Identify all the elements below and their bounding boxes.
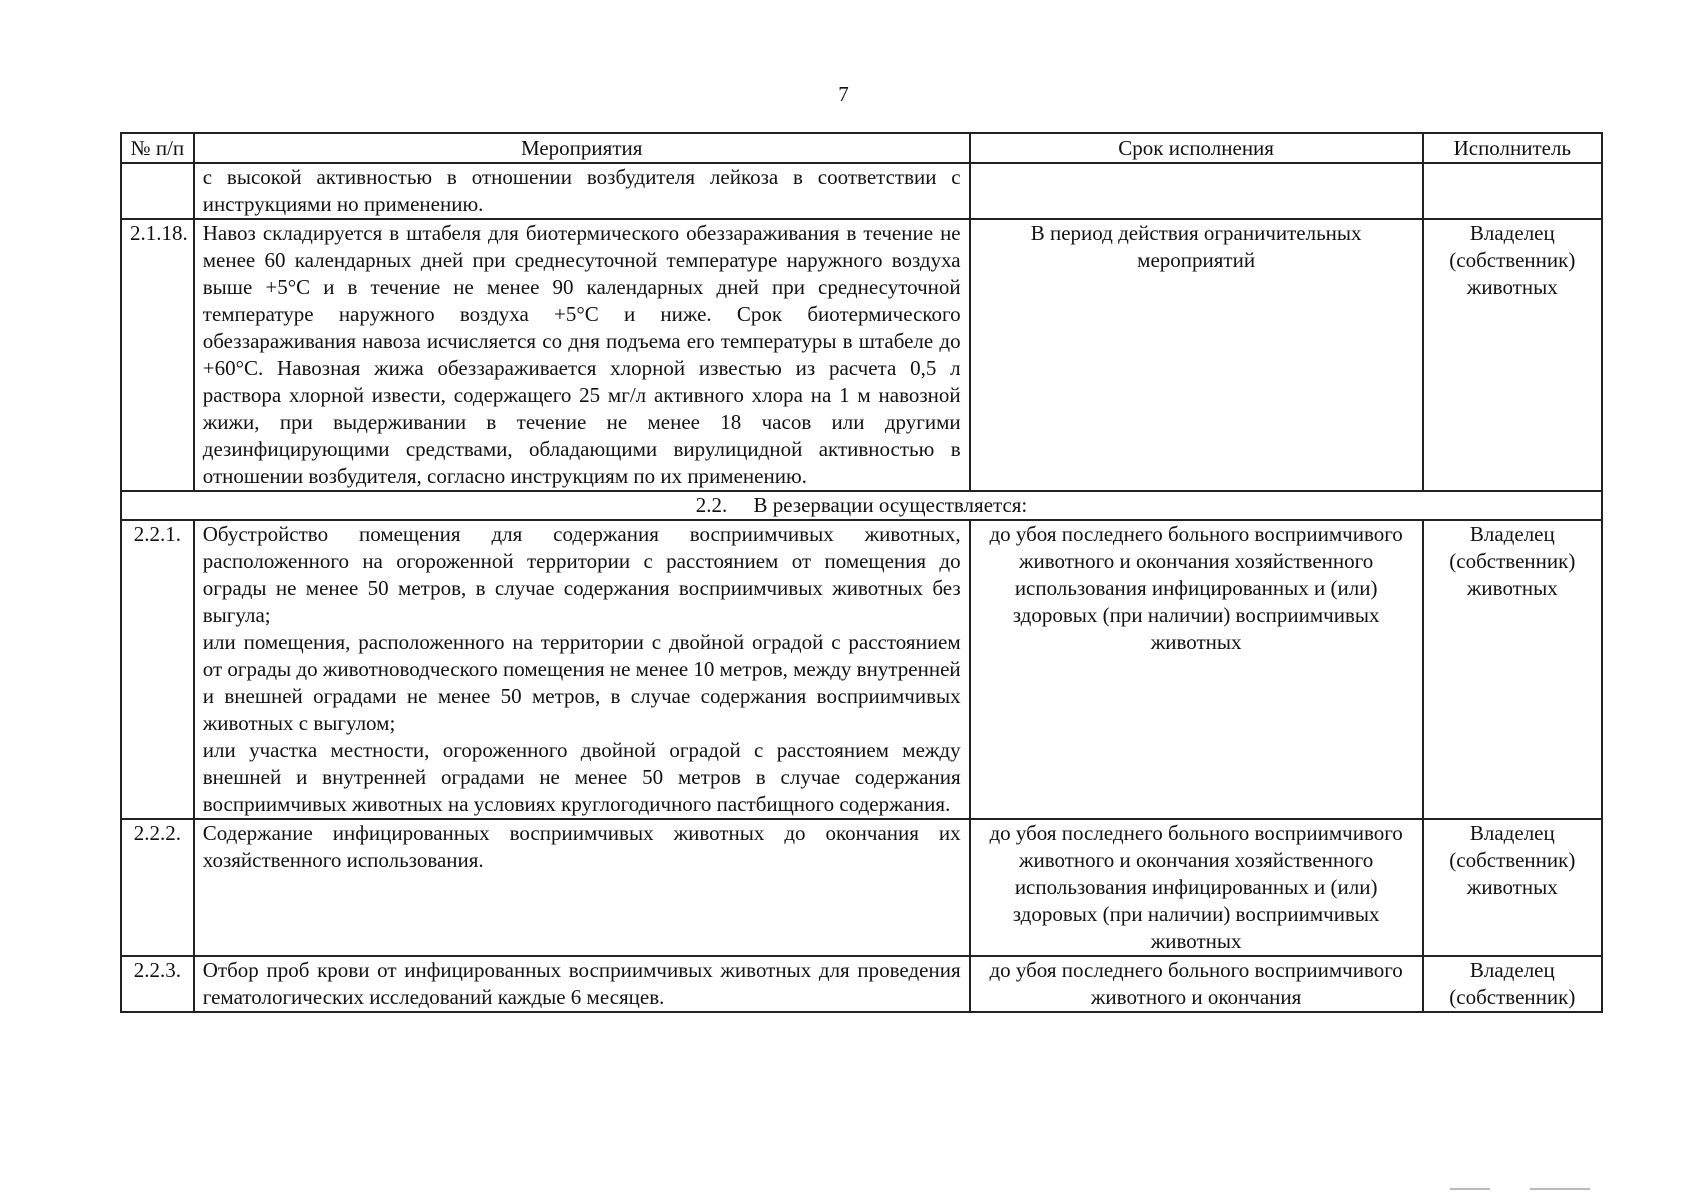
row-action: с высокой активностью в отношении возбудителя лейкоза в соответствии с инструкциями но применению. bbox=[194, 163, 970, 219]
row-action: Содержание инфицированных восприимчивых животных до окончания их хозяйственного использования. bbox=[194, 819, 970, 956]
action-paragraph: или участка местности, огороженного двойной оградой с расстоянием между внешней и внутренней оградами не менее 50 метров в случае содержания восприимчивых животных на условиях круглогодичного пастбищного содержания. bbox=[202, 738, 961, 816]
table-header-row bbox=[121, 133, 1602, 163]
row-action: Навоз складируется в штабеля для биотермического обеззараживания в течение не менее 60 календарных дней при среднесуточной температуре наружного воздуха выше +5°С и в течение не менее 90 календарных дней при среднесуточной температуре наружного воздуха +5°С и ниже. Срок биотермического обеззараживания навоза исчисляется со дня подъема его температуры в штабеле до +60°С. Навозная жижа обеззараживается хлорной известью из расчета 0,5 л раствора хлорной извести, содержащего 25 мг/л активного хлора на 1 м навозной жижи, при выдерживании в течение не менее 18 часов или другими дезинфицирующими средствами, обладающими вирулицидной активностью в отношении возбудителя, согласно инструкциям по их применению. bbox=[194, 219, 970, 491]
row-number: 2.2.1. bbox=[121, 520, 194, 819]
header-number: № п/п bbox=[121, 133, 194, 163]
row-number bbox=[121, 163, 194, 219]
section-row-2-2 bbox=[121, 491, 1602, 520]
page-number: 7 bbox=[838, 82, 849, 106]
action-paragraph: Обустройство помещения для содержания восприимчивых животных, расположенного на огороженной территории с расстоянием от помещения до ограды не менее 50 метров, в случае содержания восприимчивых животных без выгула; bbox=[202, 522, 961, 627]
row-executor bbox=[1423, 163, 1602, 219]
scan-artifact bbox=[1530, 1188, 1590, 1190]
header-term: Срок исполнения bbox=[970, 133, 1423, 163]
table-row-2-1-18 bbox=[121, 219, 1602, 491]
header-action: Мероприятия bbox=[194, 133, 970, 163]
row-action bbox=[194, 520, 970, 819]
row-number: 2.1.18. bbox=[121, 219, 194, 491]
table-row-2-2-1 bbox=[121, 520, 1602, 819]
action-paragraph: или помещения, расположенного на территории с двойной оградой с расстоянием от ограды до животноводческого помещения не менее 10 метров, между внутренней и внешней оградами не менее 50 метров, в случае содержания восприимчивых животных с выгулом; bbox=[202, 630, 961, 735]
row-number: 2.2.2. bbox=[121, 819, 194, 956]
measures-table bbox=[120, 132, 1603, 1013]
scan-artifact bbox=[1450, 1188, 1490, 1190]
row-term: до убоя последнего больного восприимчивого животного и окончания bbox=[970, 956, 1423, 1012]
row-term bbox=[970, 163, 1423, 219]
row-term: до убоя последнего больного восприимчивого животного и окончания хозяйственного использования инфицированных и (или) здоровых (при наличии) восприимчивых животных bbox=[970, 819, 1423, 956]
section-heading: 2.2. В резервации осуществляется: bbox=[121, 491, 1602, 520]
row-action: Отбор проб крови от инфицированных восприимчивых животных для проведения гематологических исследований каждые 6 месяцев. bbox=[194, 956, 970, 1012]
row-executor: Владелец (собственник) животных bbox=[1423, 219, 1602, 491]
row-executor: Владелец (собственник) bbox=[1423, 956, 1602, 1012]
row-term: В период действия ограничительных мероприятий bbox=[970, 219, 1423, 491]
table-row-2-2-2 bbox=[121, 819, 1602, 956]
header-executor: Исполнитель bbox=[1423, 133, 1602, 163]
row-executor: Владелец (собственник) животных bbox=[1423, 520, 1602, 819]
table-row-2-2-3 bbox=[121, 956, 1602, 1012]
row-term: до убоя последнего больного восприимчивого животного и окончания хозяйственного использования инфицированных и (или) здоровых (при наличии) восприимчивых животных bbox=[970, 520, 1423, 819]
row-executor: Владелец (собственник) животных bbox=[1423, 819, 1602, 956]
row-number: 2.2.3. bbox=[121, 956, 194, 1012]
table-row-continuation bbox=[121, 163, 1602, 219]
